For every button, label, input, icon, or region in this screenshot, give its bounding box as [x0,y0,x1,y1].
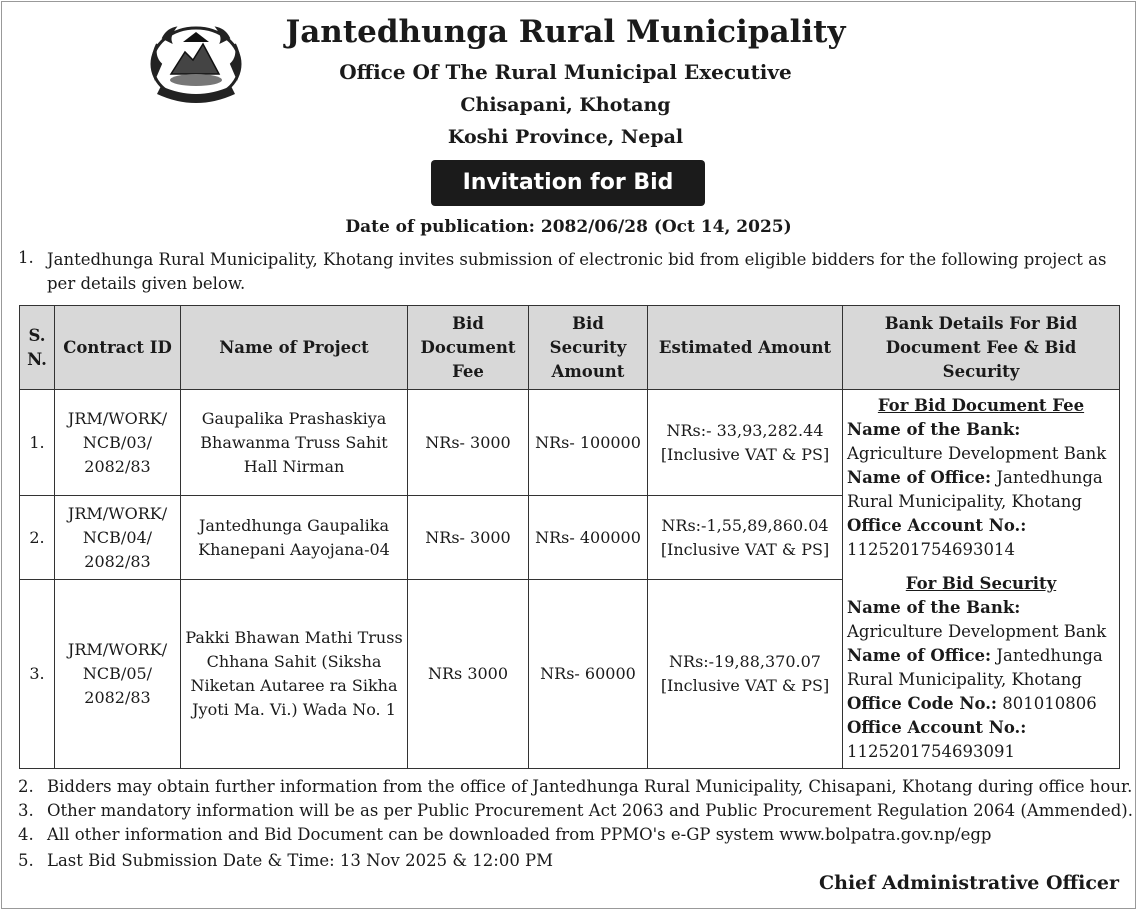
municipality-name: Jantedhunga Rural Municipality [285,14,846,50]
row-sn: 2. [20,496,55,580]
list-text: All other information and Bid Document can be downloaded from PPMO's e-GP system www.bolpatra.gov.np/egp [47,825,992,844]
header-estimate: Estimated Amount [648,306,843,390]
row-contract-id: JRM/WORK/ NCB/05/ 2082/83 [55,580,181,769]
row-security: NRs- 400000 [529,496,648,580]
header-sn: S. N. [20,306,55,390]
row-sn: 1. [20,390,55,496]
header-contract-id: Contract ID [55,306,181,390]
list-number: 3. [18,801,34,820]
header-security: Bid Security Amount [529,306,648,390]
row-estimate [648,390,843,496]
intro-number: 1. [18,248,34,267]
row-doc-fee: NRs 3000 [408,580,529,769]
office-location: Chisapani, Khotang [460,94,671,116]
list-text: Bidders may obtain further information from the office of Jantedhunga Rural Municipality, Chisapani, Khotang during office hour. [47,777,1133,796]
estimate-note: [Inclusive VAT & PS] [660,676,830,696]
bank-fee-account-label-text: Office Account No.: [847,516,1027,535]
row-doc-fee: NRs- 3000 [408,390,529,496]
row-estimate [648,496,843,580]
bank-sec-office-label: Name of Office: [847,646,992,665]
bank-fee-office [847,466,1115,514]
row-project: Jantedhunga Gaupalika Khanepani Aayojana-04 [181,496,408,580]
row-security: NRs- 100000 [529,390,648,496]
row-contract-id: JRM/WORK/ NCB/03/ 2082/83 [55,390,181,496]
header-project: Name of Project [181,306,408,390]
row-project: Gaupalika Prashaskiya Bhawanma Truss Sahit Hall Nirman [181,390,408,496]
estimate-amount: NRs:-19,88,370.07 [669,652,821,672]
header-bank: Bank Details For Bid Document Fee & Bid Security [843,306,1120,390]
bank-sec-office-value: Jantedhunga Rural Municipality, Khotang [847,646,1103,689]
list-text: Last Bid Submission Date & Time: 13 Nov 2025 & 12:00 PM [47,851,554,870]
bank-security-title: For Bid Security [905,574,1057,593]
bid-table [19,305,1120,769]
bank-sec-bank-value: Agriculture Development Bank [847,622,1107,641]
intro-text: Jantedhunga Rural Municipality, Khotang invites submission of electronic bid from eligible bidders for the following project as per details given below. [47,250,1107,293]
bank-fee-title: For Bid Document Fee [877,396,1085,415]
bank-fee-office-value: Jantedhunga Rural Municipality, Khotang [847,468,1103,511]
province-name: Koshi Province, Nepal [447,126,684,148]
bank-sec-bank-label: Name of the Bank: [847,598,1021,617]
list-number: 5. [18,851,34,870]
signature-title: Chief Administrative Officer [819,872,1119,894]
row-estimate [648,580,843,769]
estimate-note: [Inclusive VAT & PS] [660,539,830,559]
estimate-note: [Inclusive VAT & PS] [660,444,830,464]
bank-sec-account-value: 1125201754693091 [847,742,1015,761]
bank-sec-account-label-text: Office Account No.: [847,718,1027,737]
list-number: 2. [18,777,34,796]
list-number: 4. [18,825,34,844]
bank-details [843,390,1120,769]
office-name: Office Of The Rural Municipal Executive [339,60,792,84]
bank-fee-bank-label: Name of the Bank: [847,420,1021,439]
bank-sec-code-label: Office Code No.: [847,694,998,713]
header-doc-fee: Bid Document Fee [408,306,529,390]
bank-fee-bank [847,418,1115,466]
publication-date: Date of publication: 2082/06/28 (Oct 14, 2025) [345,217,792,237]
row-doc-fee: NRs- 3000 [408,496,529,580]
estimate-amount: NRs:- 33,93,282.44 [666,420,824,440]
row-sn: 3. [20,580,55,769]
bank-fee-account-value: 1125201754693014 [847,540,1015,559]
bank-fee-account-label [847,514,1115,538]
list-text: Other mandatory information will be as per Public Procurement Act 2063 and Public Procurement Regulation 2064 (Ammended). [47,801,1133,820]
table-header-row [20,306,1120,390]
bank-fee-bank-value: Agriculture Development Bank [847,444,1107,463]
bank-sec-bank [847,596,1115,644]
estimate-amount: NRs:-1,55,89,860.04 [661,515,829,535]
bank-sec-account-label [847,716,1115,740]
row-security: NRs- 60000 [529,580,648,769]
bank-sec-code-value: 801010806 [997,694,1097,713]
bank-fee-office-label: Name of Office: [847,468,992,487]
row-project: Pakki Bhawan Mathi Truss Chhana Sahit (Siksha Niketan Autaree ra Sikha Jyoti Ma. Vi.) Wada No. 1 [181,580,408,769]
notice-title: Invitation for Bid [431,160,705,206]
bank-sec-code [847,692,1115,716]
row-contract-id: JRM/WORK/ NCB/04/ 2082/83 [55,496,181,580]
table-row [20,390,1120,496]
bank-sec-office [847,644,1115,692]
